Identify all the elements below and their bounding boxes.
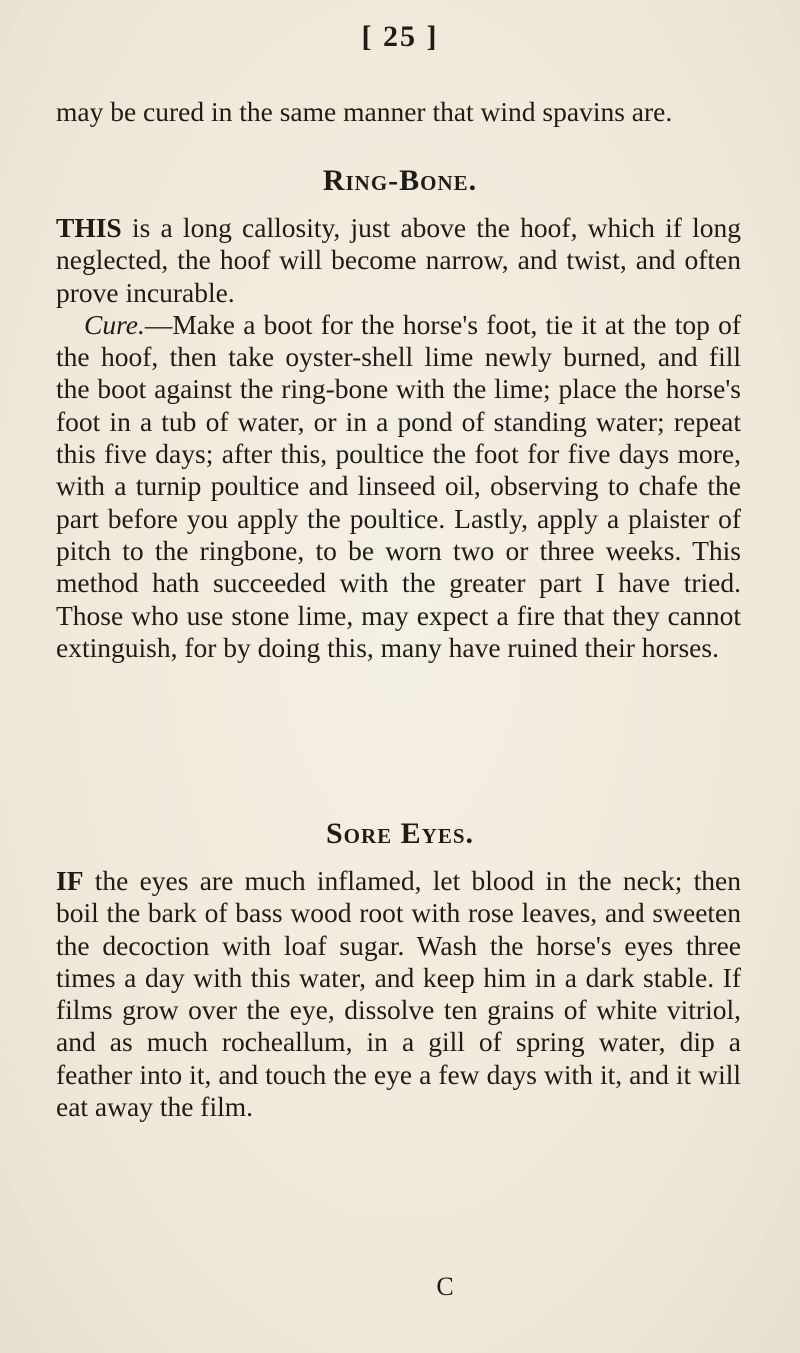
sore-eyes-paragraph: [56, 865, 741, 1123]
ringbone-heading: Ring-Bone.: [322, 164, 478, 197]
ringbone-cure: [56, 309, 741, 664]
intro-paragraph: [56, 96, 741, 128]
page-number: [ 25 ]: [361, 20, 439, 53]
ringbone-section: [56, 212, 741, 664]
ringbone-description-text: is a long callosity, just above the hoof, which if long neglected, the hoof will become narrow, and twist, and often prove incurable.: [56, 212, 741, 308]
sore-eyes-text: the eyes are much inflamed, let blood in the neck; then boil the bark of bass wood root with rose leaves, and sweeten the decoction with loaf sugar. Wash the horse's eyes three times a day with this water, and keep him in a dark stable. If films grow over the eye, dissolve ten grains of white vitriol, and as much rocheallum, in a gill of spring water, dip a feather into it, and touch the eye a few days with it, and it will eat away the film.: [56, 865, 741, 1123]
ringbone-cure-text: —Make a boot for the horse's foot, tie it at the top of the hoof, then take oyster-shell lime newly burned, and fill the boot against the ring-bone with the lime; place the horse's foot in a tub of water, or in a pond of standing water; repeat this five days; after this, poultice the foot for five days more, with a turnip poultice and linseed oil, observing to chafe the part before you apply the poultice. Lastly, apply a plaister of pitch to the ringbone, to be worn two or three weeks. This method hath succeeded with the greater part I have tried. Those who use stone lime, may expect a fire that they cannot extinguish, for by doing this, many have ruined their horses.: [56, 308, 741, 663]
ringbone-lead-word: THIS: [56, 212, 122, 243]
sore-eyes-heading: Sore Eyes.: [325, 817, 475, 850]
intro-text: may be cured in the same manner that wind spavins are.: [56, 96, 673, 127]
ringbone-cure-label: Cure.: [84, 308, 145, 340]
sore-eyes-lead-word: IF: [56, 865, 84, 896]
signature-mark: C: [436, 1272, 454, 1301]
sore-eyes-section: [56, 865, 741, 1123]
ringbone-description: [56, 212, 741, 309]
